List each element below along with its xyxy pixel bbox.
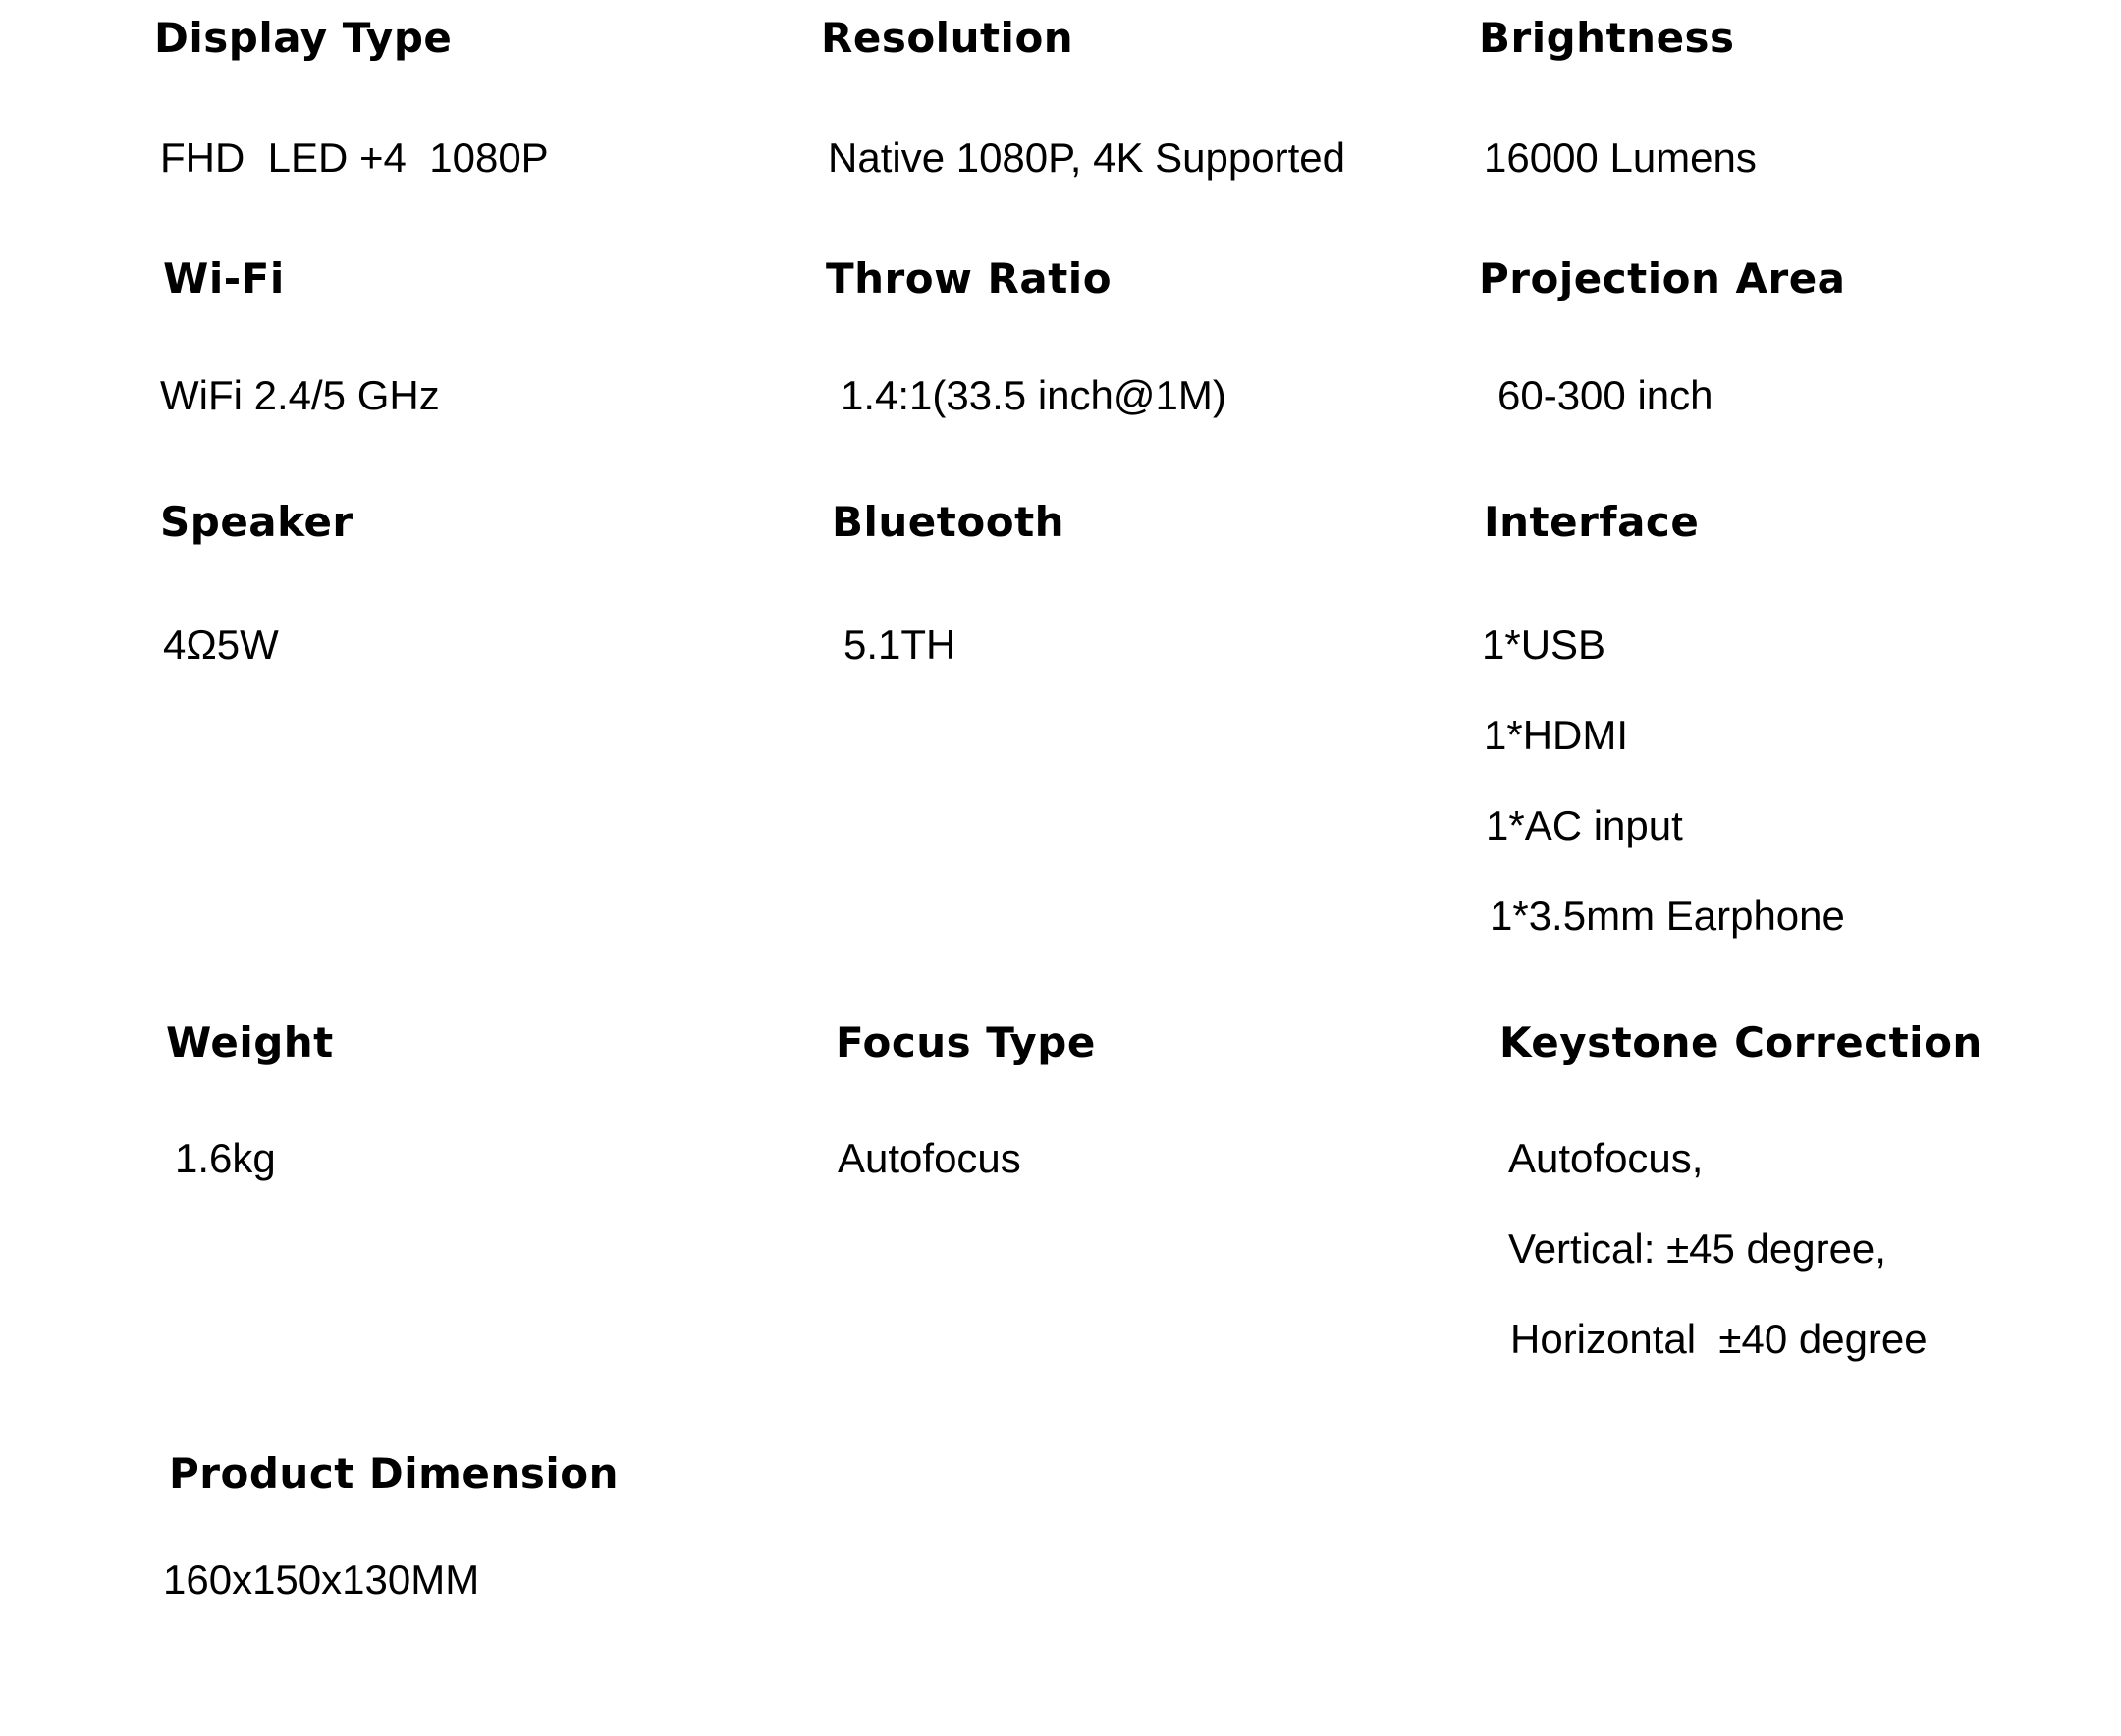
- spec-values-interface: [1482, 600, 1845, 961]
- spec-display-type: [154, 14, 452, 63]
- spec-values-focus-type: [838, 1113, 1021, 1204]
- spec-value: 5.1TH: [843, 622, 956, 668]
- spec-resolution: [821, 14, 1073, 63]
- spec-values-weight: [175, 1113, 276, 1204]
- spec-values-product-dimension: [163, 1535, 479, 1625]
- spec-label: Throw Ratio: [826, 254, 1113, 302]
- spec-value: Native 1080P, 4K Supported: [828, 135, 1345, 181]
- spec-bluetooth: [832, 498, 1064, 547]
- spec-values-wifi: [160, 351, 440, 441]
- spec-values-resolution: [828, 113, 1345, 203]
- spec-value: 4Ω5W: [163, 622, 279, 668]
- spec-label: Speaker: [160, 498, 354, 546]
- spec-label: Bluetooth: [832, 498, 1065, 546]
- spec-label: Product Dimension: [169, 1449, 619, 1497]
- spec-values-bluetooth: [843, 600, 955, 690]
- spec-value: 1*HDMI: [1484, 712, 1629, 758]
- spec-values-keystone-correction: [1508, 1113, 1928, 1384]
- spec-value: 1*AC input: [1486, 802, 1683, 848]
- spec-values-projection-area: [1497, 351, 1713, 441]
- spec-focus-type: [836, 1018, 1096, 1067]
- spec-throw-ratio: [826, 254, 1112, 303]
- spec-value: 1.4:1(33.5 inch@1M): [841, 372, 1226, 418]
- spec-label: Weight: [166, 1018, 334, 1066]
- spec-label: Resolution: [821, 14, 1074, 62]
- spec-label: Keystone Correction: [1499, 1018, 1983, 1066]
- spec-value: 1.6kg: [175, 1135, 276, 1181]
- spec-value: FHD LED +4 1080P: [160, 135, 549, 181]
- spec-wifi: [163, 254, 285, 303]
- spec-value: Autofocus: [838, 1135, 1021, 1181]
- spec-label: Interface: [1484, 498, 1700, 546]
- spec-label: Display Type: [154, 14, 453, 62]
- spec-label: Focus Type: [836, 1018, 1096, 1066]
- spec-values-brightness: [1484, 113, 1757, 203]
- spec-value: Horizontal ±40 degree: [1510, 1316, 1928, 1362]
- spec-value: 1*USB: [1482, 622, 1606, 668]
- spec-label: Wi-Fi: [163, 254, 285, 302]
- spec-value: 16000 Lumens: [1484, 135, 1757, 181]
- spec-values-speaker: [163, 600, 279, 690]
- spec-value: 1*3.5mm Earphone: [1490, 893, 1845, 939]
- spec-projection-area: [1479, 254, 1846, 303]
- spec-values-throw-ratio: [841, 351, 1226, 441]
- spec-brightness: [1479, 14, 1735, 63]
- spec-value: Vertical: ±45 degree,: [1508, 1225, 1886, 1272]
- spec-speaker: [160, 498, 354, 547]
- spec-keystone-correction: [1499, 1018, 1983, 1067]
- spec-value: Autofocus,: [1508, 1135, 1704, 1181]
- spec-values-display-type: [160, 113, 549, 203]
- spec-label: Brightness: [1479, 14, 1735, 62]
- spec-label: Projection Area: [1479, 254, 1846, 302]
- spec-interface: [1484, 498, 1699, 547]
- spec-value: 160x150x130MM: [163, 1556, 480, 1602]
- spec-product-dimension: [169, 1449, 619, 1498]
- spec-weight: [166, 1018, 334, 1067]
- spec-value: WiFi 2.4/5 GHz: [160, 372, 440, 418]
- spec-value: 60-300 inch: [1497, 372, 1713, 418]
